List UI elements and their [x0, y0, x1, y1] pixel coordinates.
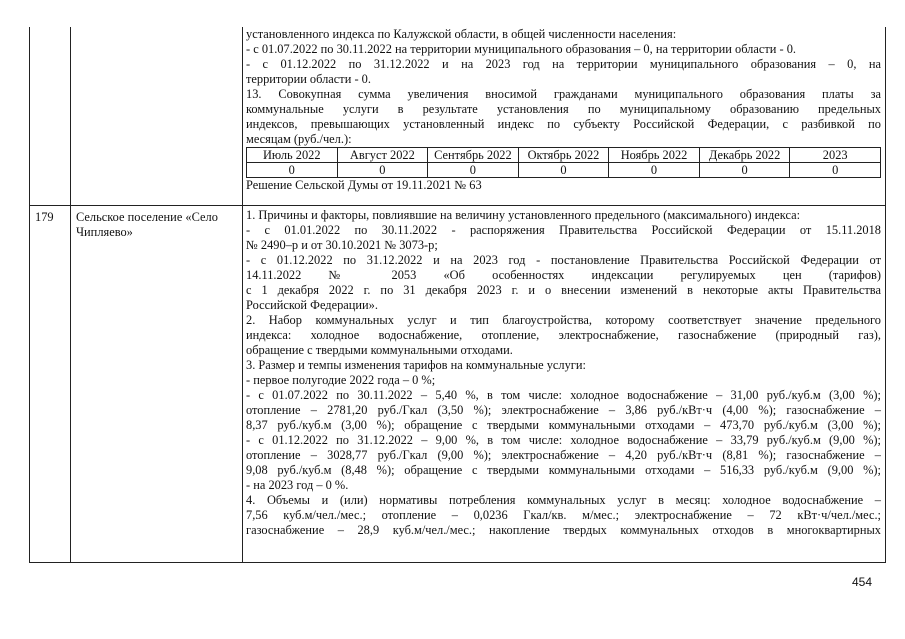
- column-divider: [242, 27, 243, 562]
- monthly-sum-table: [246, 147, 881, 178]
- text-line: 3. Размер и темпы изменения тарифов на коммунальные услуги:: [246, 358, 586, 372]
- month-header: Сентябрь 2022: [428, 148, 519, 163]
- month-value: 0: [247, 163, 338, 178]
- month-header: Октябрь 2022: [518, 148, 609, 163]
- row179-content: [246, 208, 881, 538]
- text-line: № 2490–р и от 30.10.2021 № 3073-р;: [246, 238, 438, 252]
- month-value: 0: [518, 163, 609, 178]
- month-value: 0: [790, 163, 881, 178]
- text-line: - с 01.07.2022 по 30.11.2022 – 5,40 %, в том числе: холодное водоснабжение – 31,00 руб./куб.м (3,00 %);: [246, 388, 881, 402]
- text-line: газоснабжение – 28,9 куб.м/чел./мес.; накопление твердых коммунальных отходов в многоквартирных: [246, 523, 881, 537]
- text-line: 14.11.2022 № 2053 «Об особенностях индексации регулируемых цен (тарифов): [246, 268, 881, 282]
- table-header-row: [247, 148, 881, 163]
- month-header: Июль 2022: [247, 148, 338, 163]
- text-line: коммунальные услуги в результате установления по муниципальному образованию предельных: [246, 102, 881, 116]
- text-line: с 1 декабря 2022 г. по 31 декабря 2023 г. и о внесении изменений в некоторые акты Правительства: [246, 283, 881, 297]
- month-header: Декабрь 2022: [699, 148, 790, 163]
- month-value: 0: [609, 163, 700, 178]
- text-line: - на 2023 год – 0 %.: [246, 478, 349, 492]
- month-value: 0: [428, 163, 519, 178]
- row-divider: [30, 205, 885, 206]
- column-divider: [70, 27, 71, 562]
- text-line: 4. Объемы и (или) нормативы потребления коммунальных услуг в месяц: холодное водоснабжение –: [246, 493, 881, 507]
- month-value: 0: [337, 163, 428, 178]
- text-line: 9,08 руб./куб.м (8,48 %); обращение с твердыми коммунальными отходами – 516,33 руб./куб.м (9,00 %);: [246, 463, 881, 477]
- month-header: Август 2022: [337, 148, 428, 163]
- table-row: [247, 163, 881, 178]
- text-line: - с 01.01.2022 по 30.11.2022 - распоряжения Правительства Российской Федерации от 15.11.2018: [246, 223, 881, 237]
- text-line: 7,56 куб.м/чел./мес.; отопление – 0,0236 Гкал/кв. м/мес.; электроснабжение – 72 кВт·ч/чел./мес.;: [246, 508, 881, 522]
- text-line: отопление – 3028,77 руб./Гкал (9,00 %); электроснабжение – 4,20 руб./кВт·ч (8,81 %); газоснабжение –: [246, 448, 881, 462]
- text-line: установленного индекса по Калужской области, в общей численности населения:: [246, 27, 677, 41]
- text-line: месяцам (руб./чел.):: [246, 132, 352, 146]
- text-line: - с 01.12.2022 по 31.12.2022 и на 2023 год - постановление Правительства Российской Федерации от: [246, 253, 881, 267]
- prev-row-content: [246, 27, 881, 193]
- month-value: 0: [699, 163, 790, 178]
- municipality-name: Сельское поселение «Село Чипляево»: [76, 210, 218, 239]
- text-line: 1. Причины и факторы, повлиявшие на величину установленного предельного (максимального) индекса:: [246, 208, 801, 222]
- text-line: отопление – 2781,20 руб./Гкал (3,50 %); электроснабжение – 3,86 руб./кВт·ч (4,00 %); газоснабжение –: [246, 403, 881, 417]
- page-number: 454: [852, 575, 873, 589]
- month-header: 2023: [790, 148, 881, 163]
- row-number: 179: [35, 210, 54, 224]
- text-line: индексов, превышающих установленный индекс по субъекту Российской Федерации, с разбивкой по: [246, 117, 881, 131]
- text-line: - с 01.07.2022 по 30.11.2022 на территории муниципального образования – 0, на территории области - 0.: [246, 42, 797, 56]
- text-line: - первое полугодие 2022 года – 0 %;: [246, 373, 436, 387]
- text-line: территории области - 0.: [246, 72, 371, 86]
- decision-reference: Решение Сельской Думы от 19.11.2021 № 63: [246, 178, 482, 192]
- text-line: - с 01.12.2022 по 31.12.2022 и на 2023 год на территории муниципального образования – 0, на: [246, 57, 881, 71]
- text-line: обращение с твердыми коммунальными отходами.: [246, 343, 513, 357]
- data-table: [29, 27, 886, 563]
- text-line: индекса: холодное водоснабжение, отопление, электроснабжение, газоснабжение (природный газ),: [246, 328, 881, 342]
- text-line: - с 01.12.2022 по 31.12.2022 – 9,00 %, в том числе: холодное водоснабжение – 33,79 руб./куб.м (9,00 %);: [246, 433, 881, 447]
- month-header: Ноябрь 2022: [609, 148, 700, 163]
- text-line: 8,37 руб./куб.м (3,00 %); обращение с твердыми коммунальными отходами – 473,70 руб./куб.м (3,00 %);: [246, 418, 881, 432]
- text-line: Российской Федерации».: [246, 298, 378, 312]
- text-line: 2. Набор коммунальных услуг и тип благоустройства, которому соответствует значение предельного: [246, 313, 881, 327]
- text-line: 13. Совокупная сумма увеличения вносимой гражданами муниципального образования платы за: [246, 87, 881, 101]
